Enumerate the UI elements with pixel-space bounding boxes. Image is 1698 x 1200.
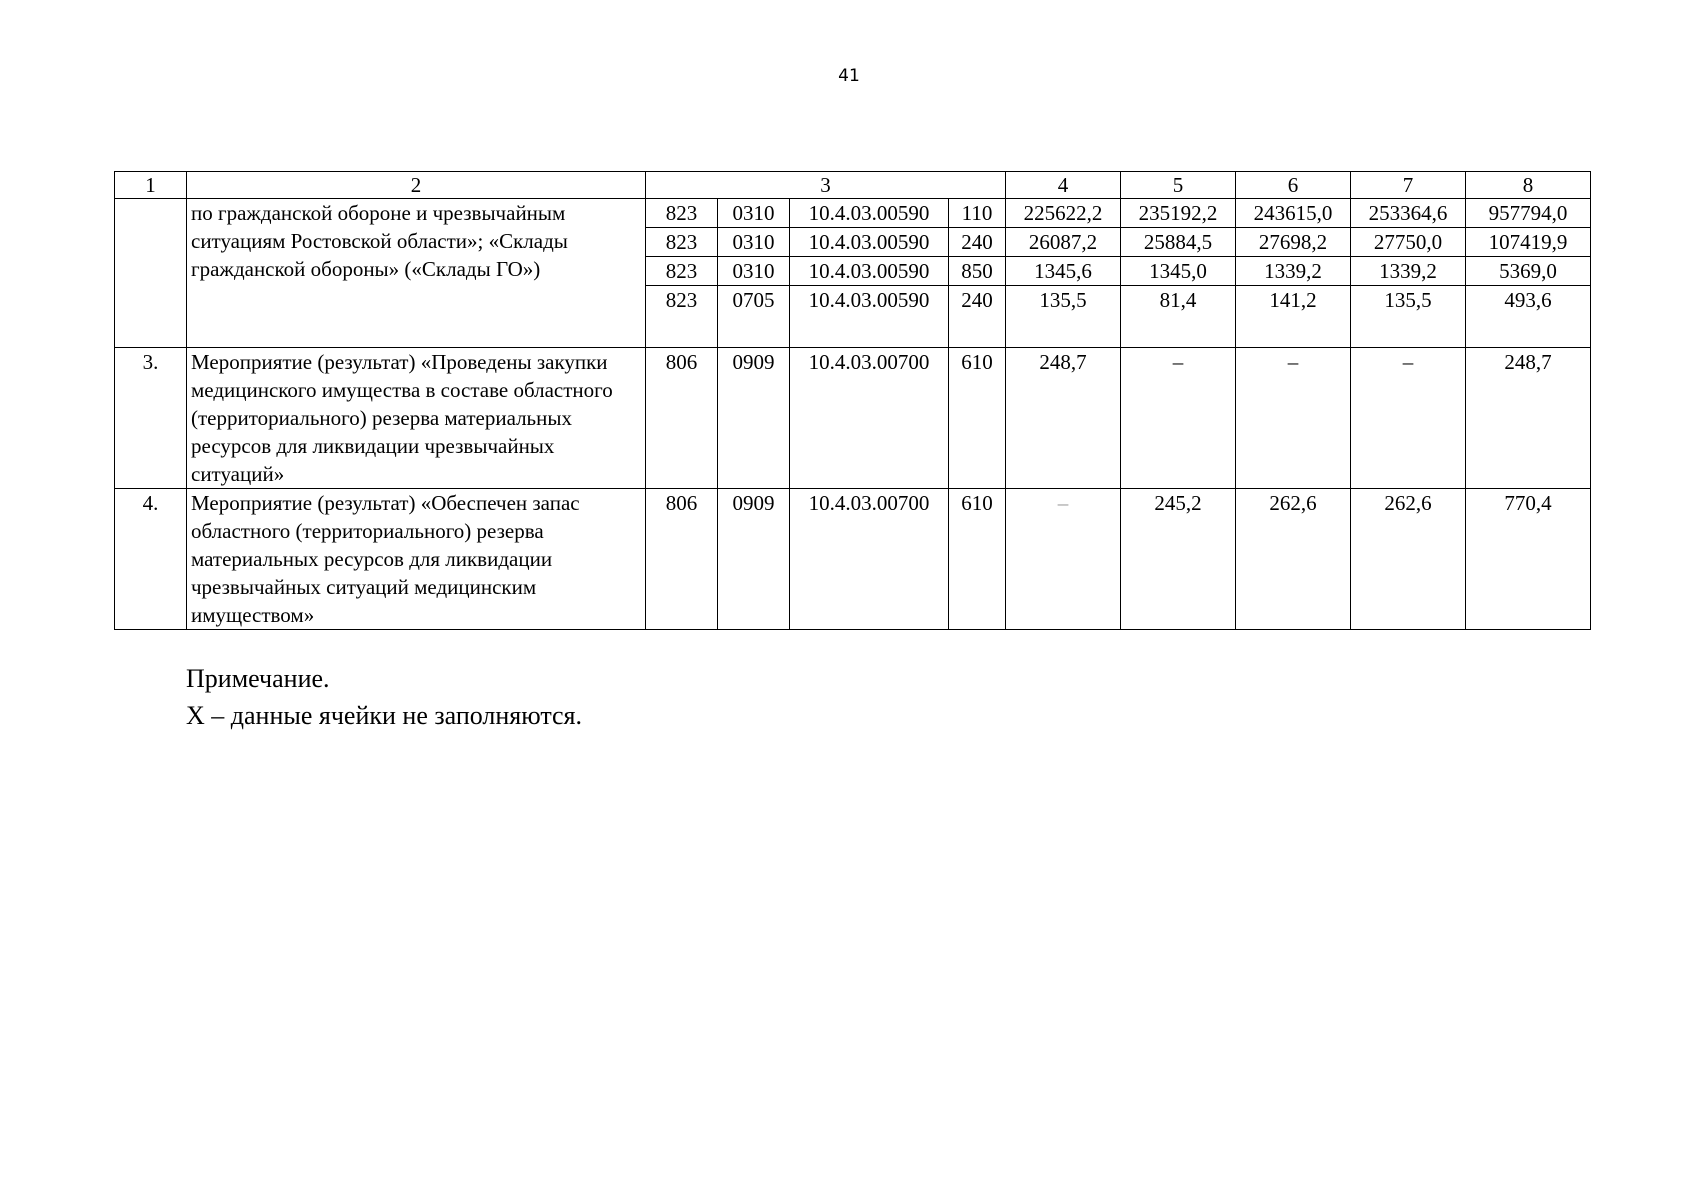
- code-cell: 10.4.03.00700: [790, 348, 949, 489]
- value-cell: 1345,6: [1006, 257, 1121, 286]
- value-cell: 135,5: [1351, 286, 1466, 348]
- code-cell: 10.4.03.00590: [790, 228, 949, 257]
- code-cell: 0310: [718, 199, 790, 228]
- value-cell: –: [1351, 348, 1466, 489]
- value-cell: 1339,2: [1236, 257, 1351, 286]
- value-cell: 248,7: [1006, 348, 1121, 489]
- table-row: [115, 348, 1591, 489]
- row-description: Мероприятие (результат) «Проведены закупки медицинского имущества в составе областного (территориального) резерва материальных ресурсов для ликвидации чрезвычайных ситуаций»: [187, 348, 646, 489]
- header-cell: 2: [187, 172, 646, 199]
- header-cell: 5: [1121, 172, 1236, 199]
- code-cell: 240: [949, 228, 1006, 257]
- row-description: по гражданской обороне и чрезвычайным ситуациям Ростовской области»; «Склады гражданской обороны» («Склады ГО»): [187, 199, 646, 348]
- code-cell: 0310: [718, 228, 790, 257]
- note: [186, 660, 582, 734]
- code-cell: 823: [646, 286, 718, 348]
- row-number-cell: [115, 199, 187, 348]
- note-title: Примечание.: [186, 664, 330, 693]
- header-cell: 8: [1466, 172, 1591, 199]
- header-cell: 6: [1236, 172, 1351, 199]
- value-cell: 262,6: [1236, 489, 1351, 630]
- value-cell: 135,5: [1006, 286, 1121, 348]
- code-cell: 0310: [718, 257, 790, 286]
- value-cell: 25884,5: [1121, 228, 1236, 257]
- value-cell: 81,4: [1121, 286, 1236, 348]
- value-cell: 248,7: [1466, 348, 1591, 489]
- code-cell: 0909: [718, 348, 790, 489]
- value-cell: –: [1121, 348, 1236, 489]
- code-cell: 806: [646, 348, 718, 489]
- code-cell: 610: [949, 489, 1006, 630]
- value-cell: –: [1006, 489, 1121, 630]
- code-cell: 823: [646, 228, 718, 257]
- value-cell: 26087,2: [1006, 228, 1121, 257]
- code-cell: 823: [646, 199, 718, 228]
- value-cell: 493,6: [1466, 286, 1591, 348]
- header-cell: 7: [1351, 172, 1466, 199]
- code-cell: 10.4.03.00590: [790, 199, 949, 228]
- value-cell: 245,2: [1121, 489, 1236, 630]
- header-cell: 4: [1006, 172, 1121, 199]
- value-cell: 235192,2: [1121, 199, 1236, 228]
- code-cell: 0705: [718, 286, 790, 348]
- code-cell: 110: [949, 199, 1006, 228]
- value-cell: 141,2: [1236, 286, 1351, 348]
- code-cell: 0909: [718, 489, 790, 630]
- value-cell: 5369,0: [1466, 257, 1591, 286]
- note-text: Х – данные ячейки не заполняются.: [186, 701, 583, 730]
- code-cell: 240: [949, 286, 1006, 348]
- code-cell: 610: [949, 348, 1006, 489]
- value-cell: 1339,2: [1351, 257, 1466, 286]
- row-description: Мероприятие (результат) «Обеспечен запас областного (территориального) резерва материальных ресурсов для ликвидации чрезвычайных ситуаций медицинским имуществом»: [187, 489, 646, 630]
- value-cell: 27750,0: [1351, 228, 1466, 257]
- page-number: 41: [838, 66, 860, 86]
- code-cell: 10.4.03.00700: [790, 489, 949, 630]
- code-cell: 823: [646, 257, 718, 286]
- table-row: [115, 489, 1591, 630]
- header-cell: 3: [646, 172, 1006, 199]
- value-cell: 1345,0: [1121, 257, 1236, 286]
- budget-table: [114, 171, 1591, 630]
- value-cell: 225622,2: [1006, 199, 1121, 228]
- value-cell: 107419,9: [1466, 228, 1591, 257]
- table-header-row: [115, 172, 1591, 199]
- value-cell: 770,4: [1466, 489, 1591, 630]
- code-cell: 10.4.03.00590: [790, 286, 949, 348]
- value-cell: 243615,0: [1236, 199, 1351, 228]
- code-cell: 10.4.03.00590: [790, 257, 949, 286]
- code-cell: 806: [646, 489, 718, 630]
- code-cell: 850: [949, 257, 1006, 286]
- value-cell: 27698,2: [1236, 228, 1351, 257]
- value-cell: 262,6: [1351, 489, 1466, 630]
- value-cell: 957794,0: [1466, 199, 1591, 228]
- header-cell: 1: [115, 172, 187, 199]
- table-row: [115, 199, 1591, 228]
- value-cell: 253364,6: [1351, 199, 1466, 228]
- row-number-cell: 4.: [115, 489, 187, 630]
- value-cell: –: [1236, 348, 1351, 489]
- row-number-cell: 3.: [115, 348, 187, 489]
